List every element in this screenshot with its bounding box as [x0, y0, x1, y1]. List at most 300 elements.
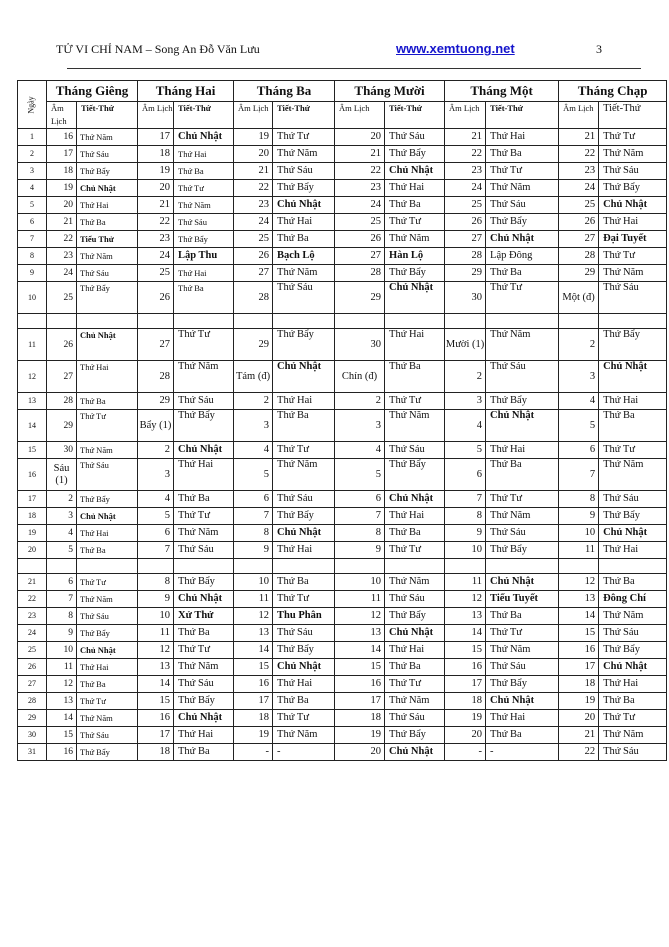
am-lich-cell: 2 [47, 491, 77, 508]
am-lich-cell: 17 [47, 146, 77, 163]
am-lich-cell: 9 [234, 542, 273, 559]
am-lich-cell: 2 [559, 329, 599, 361]
table-row [18, 642, 667, 659]
tiet-thu-cell: Thứ Hai [385, 642, 445, 659]
tiet-thu-cell: Thứ Tư [385, 214, 445, 231]
am-lich-cell: 25 [445, 197, 486, 214]
tiet-thu-cell: Thứ Bẩy [77, 491, 138, 508]
day-number: 7 [18, 231, 47, 248]
tiet-thu-cell: Thứ Ba [385, 659, 445, 676]
tiet-thu-cell: Chủ Nhật [77, 180, 138, 197]
am-lich-cell: 13 [559, 591, 599, 608]
am-lich-cell: 10 [445, 542, 486, 559]
tiet-thu-cell: Thứ Hai [77, 361, 138, 393]
sub-header-am-lich: Âm Lịch [138, 102, 174, 129]
tiet-thu-cell: Thứ Sáu [599, 625, 667, 642]
am-lich-cell: 10 [138, 608, 174, 625]
tiet-thu-cell: Thứ Ba [385, 361, 445, 393]
am-lich-cell: 12 [47, 676, 77, 693]
am-lich-cell: 22 [445, 146, 486, 163]
am-lich-cell: 12 [445, 591, 486, 608]
am-lich-cell: 11 [138, 625, 174, 642]
am-lich-cell: 17 [559, 659, 599, 676]
tiet-thu-cell: Thứ Bẩy [385, 146, 445, 163]
tiet-thu-cell: Thứ Bẩy [174, 410, 234, 442]
sub-header-tiet-thu: Tiết-Thứ [385, 102, 445, 129]
am-lich-cell: 21 [559, 129, 599, 146]
sub-header-tiet-thu: Tiết-Thứ [273, 102, 335, 129]
tiet-thu-cell: Thứ Hai [385, 329, 445, 361]
am-lich-cell: 23 [559, 163, 599, 180]
tiet-thu-cell: Thứ Tư [77, 574, 138, 591]
table-row [18, 625, 667, 642]
am-lich-cell: 28 [559, 248, 599, 265]
tiet-thu-cell: Thứ Hai [599, 214, 667, 231]
tiet-thu-cell: Thứ Bẩy [486, 542, 559, 559]
am-lich-cell: 29 [138, 393, 174, 410]
tiet-thu-cell: Thu Phân [273, 608, 335, 625]
tiet-thu-cell: Chủ Nhật [486, 574, 559, 591]
am-lich-cell: 27 [445, 231, 486, 248]
tiet-thu-cell: Chủ Nhật [385, 744, 445, 761]
tiet-thu-cell: Thứ Hai [77, 197, 138, 214]
tiet-thu-cell: Thứ Tư [486, 163, 559, 180]
tiet-thu-cell: Thứ Hai [385, 180, 445, 197]
tiet-thu-cell: Thứ Sáu [599, 282, 667, 314]
am-lich-cell: 8 [234, 525, 273, 542]
tiet-thu-cell: Chủ Nhật [273, 197, 335, 214]
day-number: 5 [18, 197, 47, 214]
group-separator-row [18, 314, 667, 329]
table-row [18, 442, 667, 459]
tiet-thu-cell: Thứ Năm [599, 146, 667, 163]
tiet-thu-cell: Thứ Năm [77, 710, 138, 727]
tiet-thu-cell: Chủ Nhật [273, 361, 335, 393]
tiet-thu-cell: Thứ Sáu [599, 491, 667, 508]
am-lich-cell: 23 [138, 231, 174, 248]
am-lich-cell: 10 [234, 574, 273, 591]
am-lich-cell: 9 [47, 625, 77, 642]
am-lich-cell: 22 [47, 231, 77, 248]
tiet-thu-cell: Thứ Bẩy [599, 180, 667, 197]
am-lich-cell: 15 [138, 693, 174, 710]
tiet-thu-cell: Thứ Tư [174, 508, 234, 525]
tiet-thu-cell: Thứ Ba [174, 282, 234, 314]
am-lich-cell: 21 [138, 197, 174, 214]
am-lich-cell: 25 [138, 265, 174, 282]
tiet-thu-cell: Thứ Năm [385, 574, 445, 591]
am-lich-cell: 23 [335, 180, 385, 197]
tiet-thu-cell: Thứ Hai [174, 459, 234, 491]
table-row [18, 608, 667, 625]
am-lich-cell: 8 [335, 525, 385, 542]
am-lich-cell: 14 [445, 625, 486, 642]
sub-header-am-lich: Âm Lịch [335, 102, 385, 129]
am-lich-cell: 28 [445, 248, 486, 265]
day-number: 17 [18, 491, 47, 508]
table-row [18, 329, 667, 361]
am-lich-cell: Tám (đ) [234, 361, 273, 393]
tiet-thu-cell: Thứ Ba [385, 525, 445, 542]
tiet-thu-cell: Thứ Năm [599, 608, 667, 625]
am-lich-cell: Một (đ) [559, 282, 599, 314]
tiet-thu-cell: Thứ Ba [77, 676, 138, 693]
am-lich-cell: 12 [559, 574, 599, 591]
am-lich-cell: 20 [234, 146, 273, 163]
tiet-thu-cell: Thứ Sáu [486, 197, 559, 214]
tiet-thu-cell: Thứ Năm [599, 727, 667, 744]
am-lich-cell: 29 [234, 329, 273, 361]
am-lich-cell: 14 [234, 642, 273, 659]
am-lich-cell: 12 [234, 608, 273, 625]
tiet-thu-cell: Chủ Nhật [385, 491, 445, 508]
tiet-thu-cell: Thứ Tư [273, 710, 335, 727]
am-lich-cell: 9 [559, 508, 599, 525]
am-lich-cell: 3 [559, 361, 599, 393]
am-lich-cell: 6 [138, 525, 174, 542]
tiet-thu-cell: Thứ Ba [77, 542, 138, 559]
tiet-thu-cell: Thứ Hai [385, 508, 445, 525]
tiet-thu-cell: Chủ Nhật [486, 410, 559, 442]
tiet-thu-cell: Chủ Nhật [599, 361, 667, 393]
day-number: 16 [18, 459, 47, 491]
table-row [18, 410, 667, 442]
am-lich-cell: 6 [335, 491, 385, 508]
tiet-thu-cell: Thứ Bẩy [599, 329, 667, 361]
am-lich-cell: 5 [47, 542, 77, 559]
sub-header-tiet-thu: Tiết-Thứ [599, 102, 667, 129]
tiet-thu-cell: Thứ Năm [385, 410, 445, 442]
tiet-thu-cell: Thứ Sáu [174, 542, 234, 559]
tiet-thu-cell: Thứ Năm [385, 693, 445, 710]
tiet-thu-cell: Thứ Hai [174, 265, 234, 282]
tiet-thu-cell: Thứ Sáu [77, 265, 138, 282]
tiet-thu-cell: Chủ Nhật [273, 525, 335, 542]
am-lich-cell: 3 [47, 508, 77, 525]
am-lich-cell: 2 [138, 442, 174, 459]
am-lich-cell: 22 [138, 214, 174, 231]
am-lich-cell: 28 [335, 265, 385, 282]
am-lich-cell: 19 [138, 163, 174, 180]
tiet-thu-cell: Chủ Nhật [77, 329, 138, 361]
am-lich-cell: 21 [335, 146, 385, 163]
tiet-thu-cell: Thứ Năm [77, 442, 138, 459]
am-lich-cell: Mười (1) [445, 329, 486, 361]
tiet-thu-cell: Thứ Ba [486, 727, 559, 744]
tiet-thu-cell: Thứ Tư [77, 693, 138, 710]
tiet-thu-cell: Thứ Sáu [486, 361, 559, 393]
tiet-thu-cell: Thứ Bẩy [273, 329, 335, 361]
am-lich-cell: 30 [335, 329, 385, 361]
tiet-thu-cell: Chủ Nhật [77, 642, 138, 659]
day-number: 14 [18, 410, 47, 442]
tiet-thu-cell: Bạch Lộ [273, 248, 335, 265]
tiet-thu-cell: Thứ Hai [599, 542, 667, 559]
tiet-thu-cell: Thứ Sáu [174, 676, 234, 693]
day-number: 28 [18, 693, 47, 710]
tiet-thu-cell: Thứ Tư [273, 442, 335, 459]
am-lich-cell: 24 [559, 180, 599, 197]
am-lich-cell: 15 [335, 659, 385, 676]
tiet-thu-cell: Chủ Nhật [599, 659, 667, 676]
am-lich-cell: 27 [335, 248, 385, 265]
am-lich-cell: 22 [335, 163, 385, 180]
am-lich-cell: 18 [138, 146, 174, 163]
am-lich-cell: 4 [335, 442, 385, 459]
am-lich-cell: 15 [234, 659, 273, 676]
tiet-thu-cell: Thứ Ba [273, 574, 335, 591]
tiet-thu-cell: Đại Tuyết [599, 231, 667, 248]
am-lich-cell: 26 [445, 214, 486, 231]
day-number: 15 [18, 442, 47, 459]
month-header: Tháng Mười [335, 81, 445, 102]
tiet-thu-cell: Thứ Tư [385, 542, 445, 559]
am-lich-cell: 25 [234, 231, 273, 248]
day-number: 25 [18, 642, 47, 659]
tiet-thu-cell: Thứ Năm [599, 265, 667, 282]
am-lich-cell: 7 [47, 591, 77, 608]
am-lich-cell: 14 [559, 608, 599, 625]
am-lich-cell: - [445, 744, 486, 761]
tiet-thu-cell: - [273, 744, 335, 761]
am-lich-cell: 8 [445, 508, 486, 525]
day-number: 11 [18, 329, 47, 361]
am-lich-cell: 14 [47, 710, 77, 727]
tiet-thu-cell: Thứ Năm [77, 129, 138, 146]
tiet-thu-cell: Thứ Hai [273, 676, 335, 693]
tiet-thu-cell: Thứ Sáu [486, 659, 559, 676]
am-lich-cell: 4 [47, 525, 77, 542]
day-number: 21 [18, 574, 47, 591]
tiet-thu-cell: Chủ Nhật [174, 710, 234, 727]
tiet-thu-cell: Thứ Ba [599, 410, 667, 442]
am-lich-cell: 25 [559, 197, 599, 214]
am-lich-cell: 18 [335, 710, 385, 727]
am-lich-cell: 21 [559, 727, 599, 744]
am-lich-cell: 17 [138, 129, 174, 146]
table-row [18, 676, 667, 693]
table-row [18, 491, 667, 508]
tiet-thu-cell: Thứ Hai [174, 727, 234, 744]
tiet-thu-cell: Thứ Sáu [273, 625, 335, 642]
am-lich-cell: 8 [138, 574, 174, 591]
am-lich-cell: 19 [445, 710, 486, 727]
tiet-thu-cell: Thứ Bẩy [77, 163, 138, 180]
tiet-thu-cell: Thứ Năm [486, 508, 559, 525]
tiet-thu-cell: Thứ Bẩy [385, 608, 445, 625]
am-lich-cell: 27 [559, 231, 599, 248]
am-lich-cell: 7 [335, 508, 385, 525]
am-lich-cell: 29 [47, 410, 77, 442]
sub-header-tiet-thu: Tiết-Thứ [174, 102, 234, 129]
tiet-thu-cell: Chủ Nhật [174, 442, 234, 459]
am-lich-cell: 12 [138, 642, 174, 659]
am-lich-cell: 11 [335, 591, 385, 608]
am-lich-cell: 23 [234, 197, 273, 214]
tiet-thu-cell: Thứ Năm [174, 659, 234, 676]
day-number: 6 [18, 214, 47, 231]
table-row [18, 361, 667, 393]
tiet-thu-cell: Thứ Tư [273, 591, 335, 608]
am-lich-cell: 25 [335, 214, 385, 231]
am-lich-cell: 7 [234, 508, 273, 525]
tiet-thu-cell: Chủ Nhật [385, 163, 445, 180]
table-row [18, 129, 667, 146]
tiet-thu-cell: Thứ Sáu [174, 214, 234, 231]
am-lich-cell: 30 [445, 282, 486, 314]
am-lich-cell: 17 [335, 693, 385, 710]
table-row [18, 508, 667, 525]
tiet-thu-cell: Thứ Ba [486, 265, 559, 282]
tiet-thu-cell: Chủ Nhật [174, 591, 234, 608]
am-lich-cell: 16 [138, 710, 174, 727]
am-lich-cell: 28 [138, 361, 174, 393]
am-lich-cell: 15 [559, 625, 599, 642]
tiet-thu-cell: Thứ Tư [599, 710, 667, 727]
tiet-thu-cell: Thứ Tư [486, 491, 559, 508]
am-lich-cell: 30 [47, 442, 77, 459]
month-header: Tháng Ba [234, 81, 335, 102]
am-lich-cell: 18 [445, 693, 486, 710]
table-row [18, 525, 667, 542]
day-number: 19 [18, 525, 47, 542]
am-lich-cell: 13 [138, 659, 174, 676]
tiet-thu-cell: Thứ Ba [174, 491, 234, 508]
am-lich-cell: 10 [559, 525, 599, 542]
sub-header-am-lich: Âm Lịch [47, 102, 77, 129]
am-lich-cell: 13 [445, 608, 486, 625]
tiet-thu-cell: - [486, 744, 559, 761]
table-row [18, 393, 667, 410]
am-lich-cell: 24 [47, 265, 77, 282]
tiet-thu-cell: Thứ Sáu [385, 591, 445, 608]
tiet-thu-cell: Tiểu Thử [77, 231, 138, 248]
am-lich-cell: 5 [138, 508, 174, 525]
am-lich-cell: 28 [234, 282, 273, 314]
am-lich-cell: 6 [559, 442, 599, 459]
am-lich-cell: 22 [559, 744, 599, 761]
am-lich-cell: 13 [47, 693, 77, 710]
day-number: 3 [18, 163, 47, 180]
tiet-thu-cell: Thứ Hai [486, 710, 559, 727]
table-row [18, 163, 667, 180]
tiet-thu-cell: Thứ Bẩy [273, 508, 335, 525]
am-lich-cell: 9 [138, 591, 174, 608]
month-header: Tháng Chạp [559, 81, 667, 102]
tiet-thu-cell: Thứ Năm [486, 329, 559, 361]
tiet-thu-cell: Thứ Bẩy [77, 744, 138, 761]
am-lich-cell: 23 [47, 248, 77, 265]
am-lich-cell: 5 [234, 459, 273, 491]
tiet-thu-cell: Lập Thu [174, 248, 234, 265]
am-lich-cell: 29 [559, 265, 599, 282]
calendar-body [18, 129, 667, 761]
tiet-thu-cell: Thứ Hai [486, 129, 559, 146]
tiet-thu-cell: Thứ Năm [174, 525, 234, 542]
am-lich-cell: 8 [47, 608, 77, 625]
tiet-thu-cell: Thứ Ba [273, 231, 335, 248]
am-lich-cell: 21 [234, 163, 273, 180]
day-number: 12 [18, 361, 47, 393]
table-row [18, 214, 667, 231]
tiet-thu-cell: Thứ Tư [385, 676, 445, 693]
am-lich-cell: 15 [47, 727, 77, 744]
am-lich-cell: 5 [559, 410, 599, 442]
tiet-thu-cell: Thứ Tư [599, 248, 667, 265]
day-number: 13 [18, 393, 47, 410]
tiet-thu-cell: Thứ Sáu [385, 710, 445, 727]
am-lich-cell: 27 [47, 361, 77, 393]
day-number: 2 [18, 146, 47, 163]
day-number: 27 [18, 676, 47, 693]
am-lich-cell: 9 [335, 542, 385, 559]
am-lich-cell: 22 [559, 146, 599, 163]
am-lich-cell: 6 [47, 574, 77, 591]
am-lich-cell: 19 [47, 180, 77, 197]
tiet-thu-cell: Thứ Bẩy [385, 727, 445, 744]
tiet-thu-cell: Thứ Năm [273, 265, 335, 282]
tiet-thu-cell: Thứ Bẩy [174, 574, 234, 591]
tiet-thu-cell: Thứ Tư [273, 129, 335, 146]
am-lich-cell: 13 [335, 625, 385, 642]
tiet-thu-cell: Thứ Bẩy [385, 265, 445, 282]
tiet-thu-cell: Thứ Tư [77, 410, 138, 442]
am-lich-cell: 20 [335, 129, 385, 146]
tiet-thu-cell: Thứ Bẩy [599, 642, 667, 659]
am-lich-cell: 10 [335, 574, 385, 591]
tiet-thu-cell: Thứ Bẩy [174, 693, 234, 710]
tiet-thu-cell: Thứ Tư [599, 129, 667, 146]
day-number: 22 [18, 591, 47, 608]
am-lich-cell: 18 [138, 744, 174, 761]
am-lich-cell: 2 [445, 361, 486, 393]
table-row [18, 180, 667, 197]
am-lich-cell: 19 [234, 129, 273, 146]
tiet-thu-cell: Thứ Bẩy [385, 459, 445, 491]
tiet-thu-cell: Đông Chí [599, 591, 667, 608]
am-lich-cell: 11 [47, 659, 77, 676]
table-row [18, 197, 667, 214]
month-header: Tháng Giêng [47, 81, 138, 102]
tiet-thu-cell: Thứ Hai [273, 214, 335, 231]
header-title: TỬ VI CHỈ NAM – Song An Đỗ Văn Lưu [56, 42, 260, 56]
day-number: 24 [18, 625, 47, 642]
am-lich-cell: 19 [559, 693, 599, 710]
am-lich-cell: 23 [445, 163, 486, 180]
am-lich-cell: 4 [445, 410, 486, 442]
table-row [18, 744, 667, 761]
tiet-thu-cell: Tiểu Tuyết [486, 591, 559, 608]
group-separator-row [18, 559, 667, 574]
tiet-thu-cell: Thứ Ba [273, 410, 335, 442]
tiet-thu-cell: Thứ Sáu [174, 393, 234, 410]
website-link[interactable]: www.xemtuong.net [396, 41, 515, 56]
am-lich-cell: 4 [138, 491, 174, 508]
tiet-thu-cell: Thứ Hai [273, 393, 335, 410]
tiet-thu-cell: Thứ Sáu [77, 727, 138, 744]
am-lich-cell: 7 [559, 459, 599, 491]
am-lich-cell: 17 [445, 676, 486, 693]
am-lich-cell: 26 [138, 282, 174, 314]
day-number: 26 [18, 659, 47, 676]
tiet-thu-cell: Thứ Ba [486, 146, 559, 163]
am-lich-cell: 20 [445, 727, 486, 744]
day-number: 10 [18, 282, 47, 314]
tiet-thu-cell: Thứ Bẩy [486, 676, 559, 693]
tiet-thu-cell: Thứ Năm [174, 361, 234, 393]
tiet-thu-cell: Thứ Ba [385, 197, 445, 214]
am-lich-cell: 25 [47, 282, 77, 314]
